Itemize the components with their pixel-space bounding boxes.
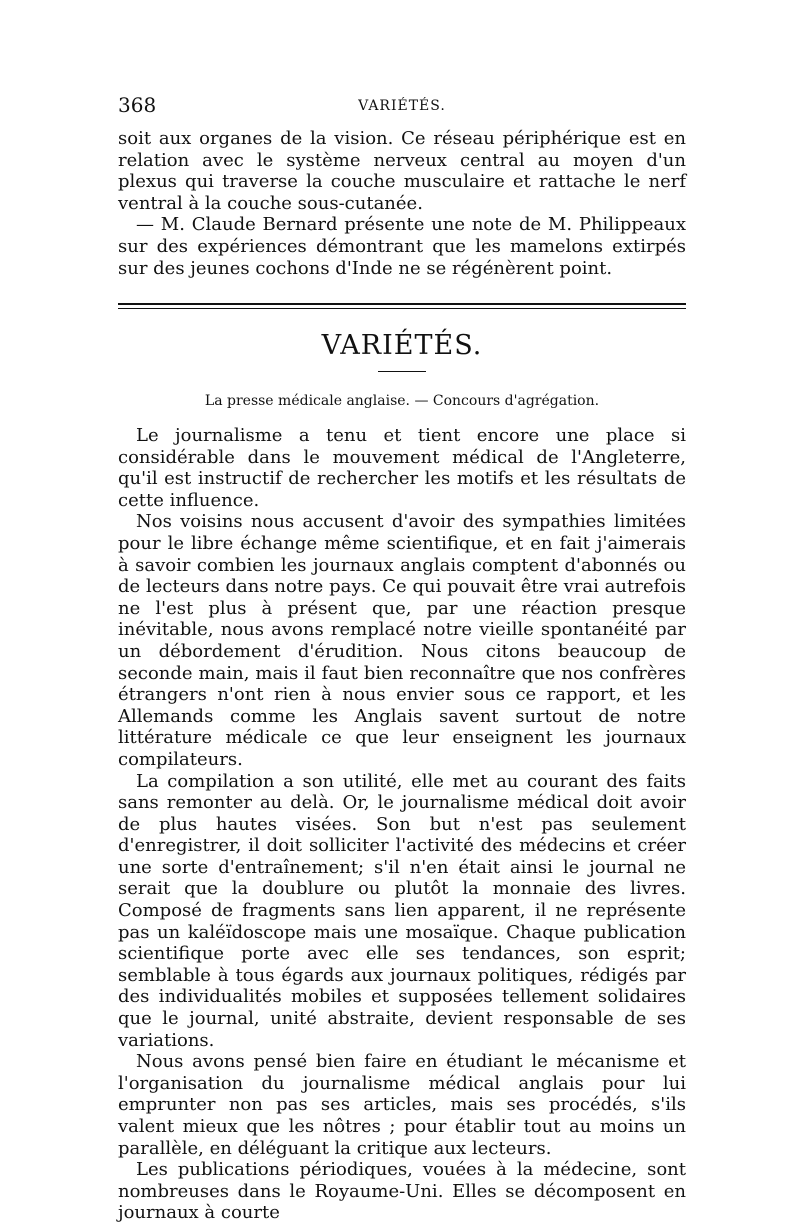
top-paragraph: — M. Claude Bernard présente une note de M. Philippeaux sur des expériences démontrant que les mamelons extirpés sur des jeunes cochons d'Inde ne se régénèrent point. bbox=[118, 214, 686, 279]
body-paragraph: La compilation a son utilité, elle met au courant des faits sans remonter au delà. Or, le journalisme médical doit avoir de plus hautes visées. Son but n'est pas seulement d'enregistrer, il doit solliciter l'activité des médecins et créer une sorte d'entraînement; s'il n'en était ainsi le journal ne serait que la doublure ou plutôt la monnaie des livres. Composé de fragments sans lien apparent, il ne représente pas un kaléïdoscope mais une mosaïque. Chaque publication scientifique porte avec elle ses tendances, son esprit; semblable à tous égards aux journaux politiques, rédigés par des individualités mobiles et supposées tellement solidaires que le journal, unité abstraite, devient responsable de ses variations. bbox=[118, 770, 686, 1051]
section-subtitle: La presse médicale anglaise. — Concours d'agrégation. bbox=[204, 393, 600, 409]
body-paragraph: Nous avons pensé bien faire en étudiant le mécanisme et l'organisation du journalisme médical anglais pour lui emprunter non pas ses articles, mais ses procédés, s'ils valent mieux que les nôtres ; pour établir tout au moins un parallèle, en déléguant la critique aux lecteurs. bbox=[118, 1051, 686, 1159]
page-header bbox=[118, 93, 686, 117]
title-underline bbox=[378, 371, 426, 372]
running-title: VARIÉTÉS. bbox=[358, 98, 446, 114]
article-body bbox=[118, 425, 686, 1224]
section-title: VARIÉTÉS. bbox=[321, 330, 483, 361]
page-number: 368 bbox=[118, 93, 157, 117]
top-text-block bbox=[118, 128, 686, 279]
body-paragraph: Le journalisme a tenu et tient encore une place si considérable dans le mouvement médical de l'Angleterre, qu'il est instructif de rechercher les motifs et les résultats de cette influence. bbox=[118, 425, 686, 511]
body-paragraph: Nos voisins nous accusent d'avoir des sympathies limitées pour le libre échange même scientifique, et en fait j'aimerais à savoir combien les journaux anglais comptent d'abonnés ou de lecteurs dans notre pays. Ce qui pouvait être vrai autrefois ne l'est plus à présent que, par une réaction presque inévitable, nous avons remplacé notre vieille spontanéité par un débordement d'érudition. Nous citons beaucoup de seconde main, mais il faut bien reconnaître que nos confrères étrangers n'ont rien à nous envier sous ce rapport, et les Allemands comme les Anglais savent surtout de notre littérature médicale ce que leur enseignent les journaux compilateurs. bbox=[118, 511, 686, 770]
section-divider-rule bbox=[118, 303, 686, 309]
body-paragraph: Les publications périodiques, vouées à la médecine, sont nombreuses dans le Royaume-Uni. Elles se décomposent en journaux à courte bbox=[118, 1159, 686, 1224]
top-paragraph: soit aux organes de la vision. Ce réseau périphérique est en relation avec le système nerveux central au moyen d'un plexus qui traverse la couche musculaire et rattache le nerf ventral à la couche sous-cutanée. bbox=[118, 128, 686, 214]
